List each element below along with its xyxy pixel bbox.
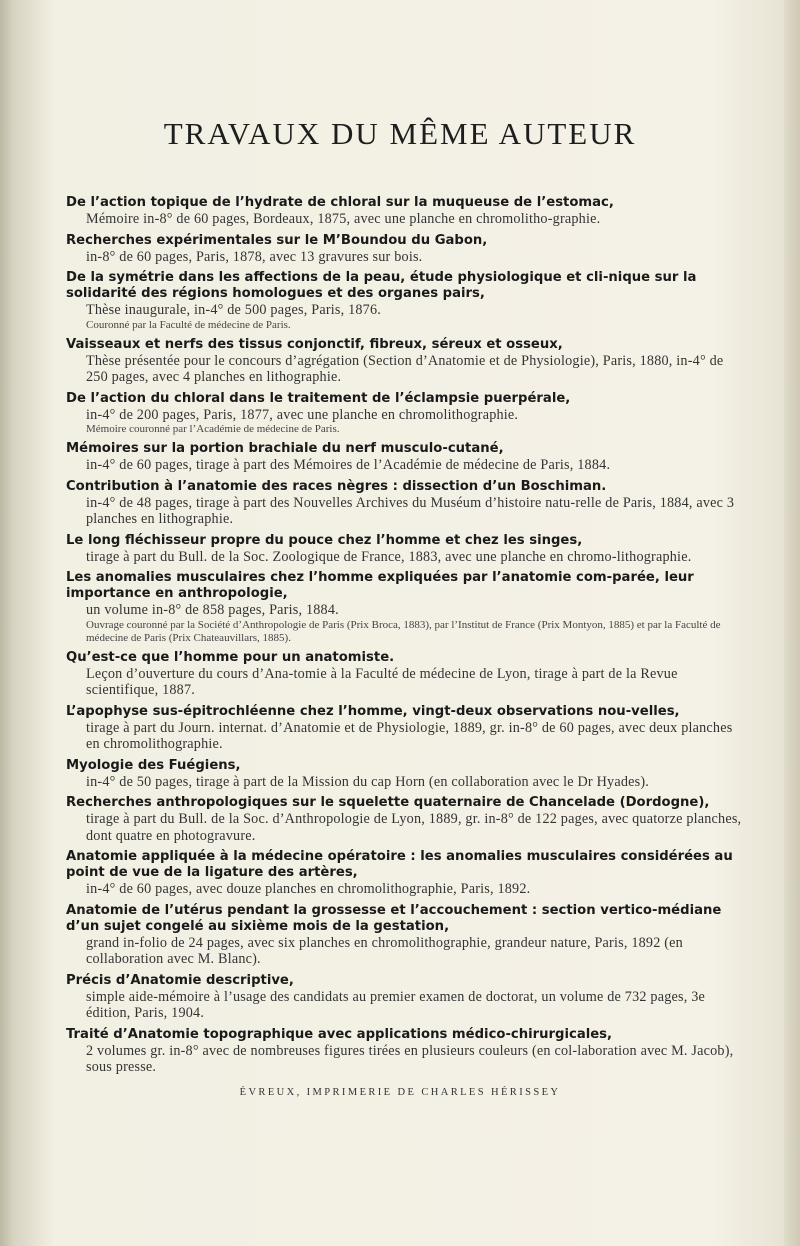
entry-details: Thèse inaugurale, in-4° de 500 pages, Paris, 1876. (86, 302, 382, 318)
bibliography-entry (66, 337, 748, 386)
bibliography-entry (66, 973, 748, 1022)
entry-title: Précis d’Anatomie descriptive, (66, 972, 294, 988)
bibliography-entry (66, 195, 748, 228)
entry-details: Mémoire in-8° de 60 pages, Bordeaux, 1875, avec une planche en chromolitho-graphie. (86, 211, 601, 227)
entry-title: Myologie des Fuégiens, (66, 757, 241, 773)
page-left-edge (0, 0, 14, 1246)
entry-title: Contribution à l’anatomie des races nègres : dissection d’un Boschiman. (66, 478, 607, 494)
entry-title: Recherches expérimentales sur le M’Boundou du Gabon, (66, 232, 488, 248)
entry-details: in-8° de 60 pages, Paris, 1878, avec 13 gravures sur bois. (86, 248, 423, 265)
entry-title: Les anomalies musculaires chez l’homme expliquées par l’anatomie com-parée, leur importance en anthropologie, (66, 570, 694, 601)
entry-title: Qu’est-ce que l’homme pour un anatomiste. (66, 649, 395, 665)
entry-note: Ouvrage couronné par la Société d’Anthropologie de Paris (Prix Broca, 1883), par l’Institut de France (Prix Montyon, 1885) et par la Faculté de médecine de Paris (Prix Chateauvillars, 1885). (86, 618, 721, 644)
bibliography-entry (66, 570, 748, 645)
bibliography-entry (66, 650, 748, 699)
entry-title: Traité d’Anatomie topographique avec applications médico-chirurgicales, (66, 1026, 613, 1042)
bibliography-entry (66, 391, 748, 437)
bibliography-entry (66, 270, 748, 332)
entry-details: grand in-folio de 24 pages, avec six planches en chromolithographie, grandeur nature, Paris, 1892 (en collaboration avec M. Blanc). (86, 934, 683, 967)
entry-details: Leçon d’ouverture du cours d’Ana-tomie à la Faculté de médecine de Lyon, tirage à part de la Revue scientifique, 1887. (86, 665, 678, 698)
entry-details: tirage à part du Journ. internat. d’Anatomie et de Physiologie, 1889, gr. in-8° de 60 pages, avec deux planches en chromolithographie. (86, 719, 733, 752)
entry-title: De l’action du chloral dans le traitement de l’éclampsie puerpérale, (66, 390, 571, 406)
bibliography-entry (66, 795, 748, 844)
entry-title: Anatomie de l’utérus pendant la grossesse et l’accouchement : section vertico-médiane d’un sujet congelé au sixième mois de la gestation, (66, 902, 722, 934)
entry-title: De la symétrie dans les affections de la peau, étude physiologique et cli-nique sur la solidarité des régions homologues et des organes pairs, (66, 270, 697, 301)
entry-title: Recherches anthropologiques sur le squelette quaternaire de Chancelade (Dordogne), (66, 795, 710, 810)
entry-details: in-4° de 200 pages, Paris, 1877, avec une planche en chromolithographie. (86, 406, 519, 423)
entry-note: Couronné par la Faculté de médecine de Paris. (86, 318, 291, 331)
bibliography-entry (66, 704, 748, 753)
entry-details: in-4° de 50 pages, tirage à part de la Mission du cap Horn (en collaboration avec le Dr Hyades). (86, 773, 650, 790)
entry-details: in-4° de 60 pages, tirage à part des Mémoires de l’Académie de médecine de Paris, 1884. (86, 457, 611, 473)
entry-details: Thèse présentée pour le concours d’agrégation (Section d’Anatomie et de Physiologie), Paris, 1880, in-4° de 250 pages, avec 4 planches en lithographie. (86, 352, 724, 385)
entry-title: Vaisseaux et nerfs des tissus conjonctif, fibreux, séreux et osseux, (66, 336, 563, 352)
printer-imprint: ÉVREUX, IMPRIMERIE DE CHARLES HÉRISSEY (239, 1087, 561, 1098)
bibliography-entry (66, 849, 748, 898)
entry-details: in-4° de 60 pages, avec douze planches en chromolithographie, Paris, 1892. (86, 881, 531, 897)
entry-details: tirage à part du Bull. de la Soc. d’Anthropologie de Lyon, 1889, gr. in-8° de 122 pages, avec quatorze planches, dont quatre en photogravure. (86, 811, 742, 844)
entry-title: L’apophyse sus-épitrochléenne chez l’homme, vingt-deux observations nou-velles, (66, 703, 680, 719)
entry-details: un volume in-8° de 858 pages, Paris, 1884. (86, 602, 339, 618)
entry-details: simple aide-mémoire à l’usage des candidats au premier examen de doctorat, un volume de 732 pages, 3e édition, Paris, 1904. (86, 988, 706, 1021)
entry-details: in-4° de 48 pages, tirage à part des Nouvelles Archives du Muséum d’histoire natu-relle de Paris, 1884, avec 3 planches en lithographie. (86, 494, 735, 527)
entry-title: Le long fléchisseur propre du pouce chez l’homme et chez les singes, (66, 532, 583, 548)
page-title: TRAVAUX DU MÊME AUTEUR (163, 116, 637, 151)
entry-details: tirage à part du Bull. de la Soc. Zoologique de France, 1883, avec une planche en chromo-lithographie. (86, 548, 692, 565)
bibliography-entry (66, 1027, 748, 1076)
bibliography-entry (66, 233, 748, 266)
entry-note: Mémoire couronné par l’Académie de médecine de Paris. (86, 423, 340, 435)
entry-title: Anatomie appliquée à la médecine opératoire : les anomalies musculaires considérées au point de vue de la ligature des artères, (66, 849, 733, 880)
entry-title: Mémoires sur la portion brachiale du nerf musculo-cutané, (66, 441, 504, 456)
bibliography-entry (66, 479, 748, 528)
entry-title: De l’action topique de l’hydrate de chloral sur la muqueuse de l’estomac, (66, 195, 614, 210)
bibliography-entry (66, 441, 748, 474)
bibliography-entry (66, 903, 748, 968)
bibliography-entry (66, 533, 748, 566)
bibliography-entry (66, 758, 748, 791)
page-right-edge (784, 0, 800, 1246)
bibliography-list (66, 195, 748, 1081)
entry-details: 2 volumes gr. in-8° avec de nombreuses figures tirées en plusieurs couleurs (en col-laboration avec M. Jacob), sous presse. (86, 1042, 734, 1075)
